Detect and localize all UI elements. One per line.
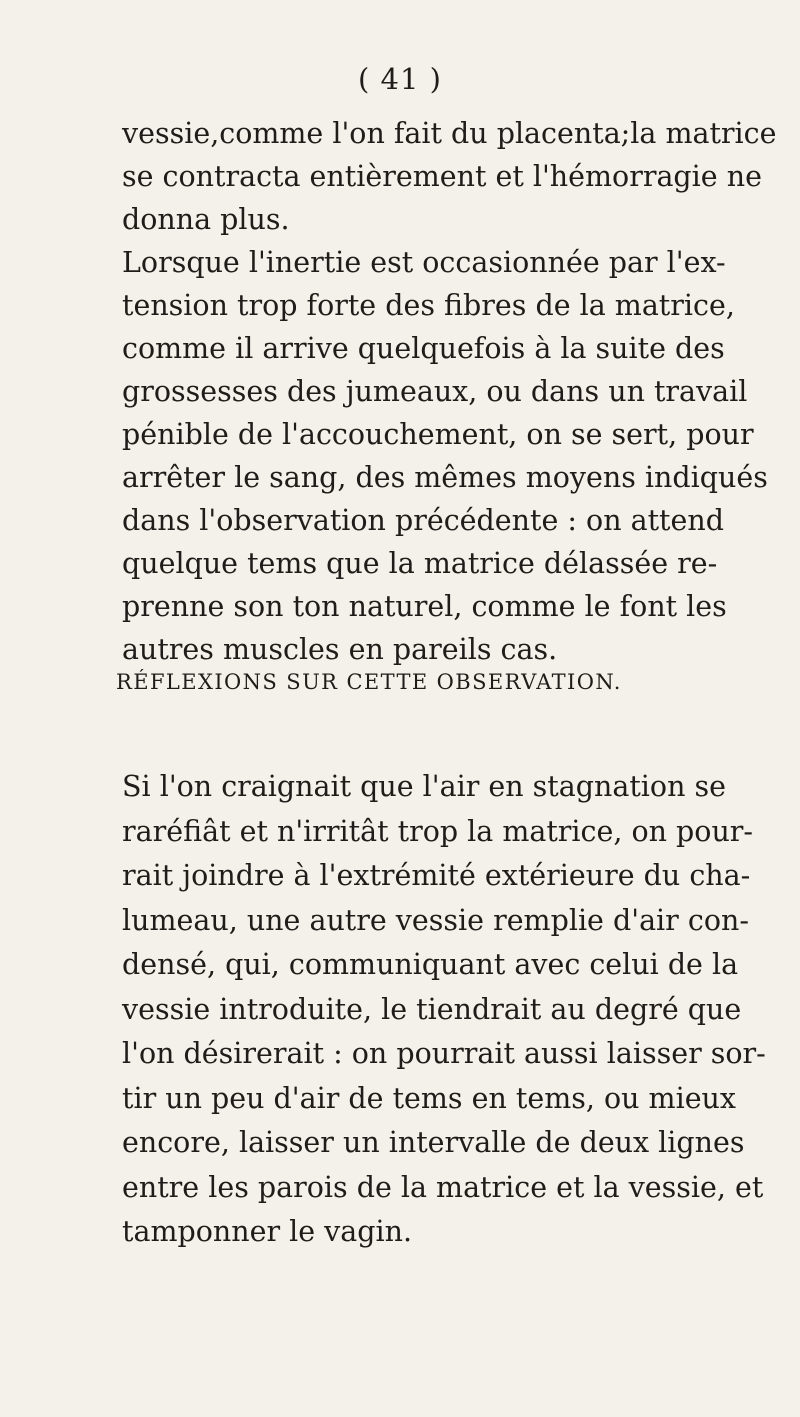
text-line: comme il arrive quelquefois à la suite des (122, 332, 725, 365)
text-line: Lorsque l'inertie est occasionnée par l'ex- (122, 246, 726, 279)
page-number: ( 41 ) (358, 62, 442, 96)
text-line: densé, qui, communiquant avec celui de la (122, 948, 739, 981)
text-line: vessie introduite, le tiendrait au degré que (122, 992, 742, 1026)
text-line: vessie,comme l'on fait du placenta;la matrice (122, 117, 777, 150)
text-line: arrêter le sang, des mêmes moyens indiqués (122, 461, 768, 494)
text-line: grossesses des jumeaux, ou dans un travail (122, 375, 748, 408)
text-line: raréfiât et n'irritât trop la matrice, on pour- (122, 814, 754, 848)
paragraph-1 (122, 112, 777, 671)
text-line: autres muscles en pareils cas. (122, 633, 558, 666)
text-line: l'on désirerait : on pourrait aussi laisser sor- (122, 1037, 766, 1070)
text-line: tension trop forte des fibres de la matrice, (122, 289, 735, 322)
text-line: entre les parois de la matrice et la vessie, et (122, 1170, 764, 1204)
section-heading: RÉFLEXIONS SUR CETTE OBSERVATION. (116, 670, 622, 694)
text-line: pénible de l'accouchement, on se sert, pour (122, 418, 754, 451)
text-line: Si l'on craignait que l'air en stagnation se (122, 770, 726, 803)
paragraph-2 (122, 765, 766, 1255)
text-line: lumeau, une autre vessie remplie d'air con- (122, 903, 749, 937)
text-line: encore, laisser un intervalle de deux lignes (122, 1126, 745, 1159)
text-line: tir un peu d'air de tems en tems, ou mieux (122, 1081, 736, 1115)
text-line: rait joindre à l'extrémité extérieure du cha- (122, 859, 751, 892)
text-line: prenne son ton naturel, comme le font les (122, 590, 727, 623)
text-line: donna plus. (122, 203, 290, 236)
text-line: tamponner le vagin. (122, 1215, 413, 1248)
text-line: dans l'observation précédente : on attend (122, 504, 724, 537)
text-line: quelque tems que la matrice délassée re- (122, 547, 718, 580)
text-line: se contracta entièrement et l'hémorragie ne (122, 160, 762, 193)
